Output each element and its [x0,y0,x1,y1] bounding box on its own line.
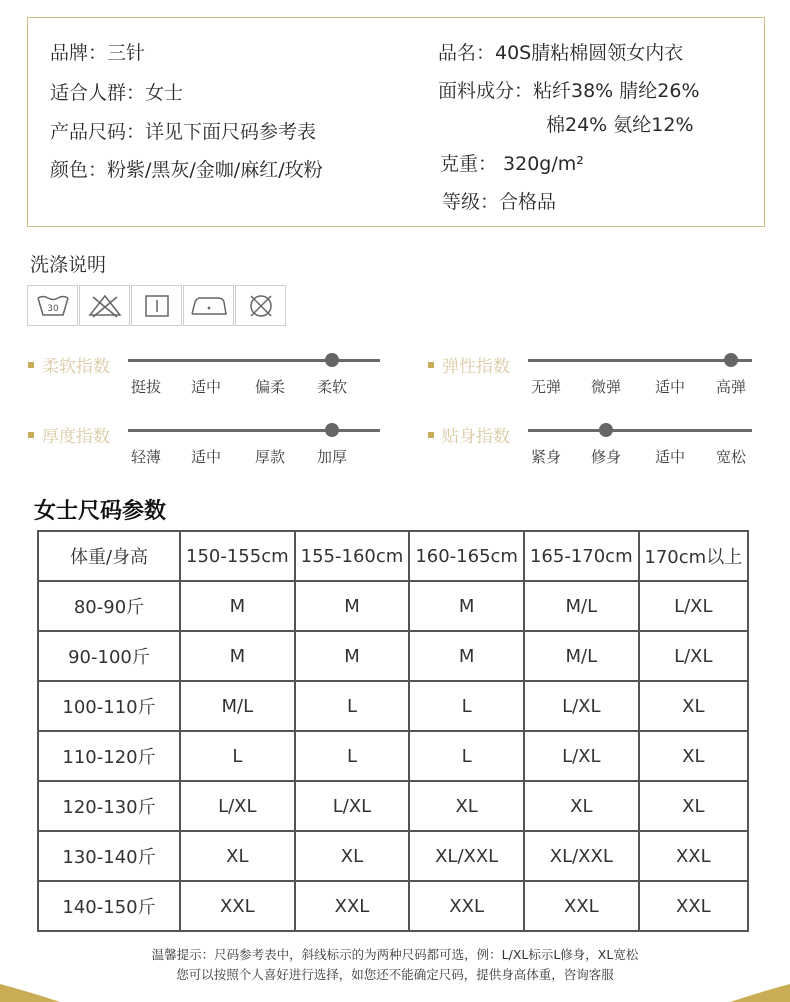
table-header-cell: 165-170cm [524,531,639,581]
size-chart-table [37,530,749,932]
table-cell: L/XL [524,731,639,781]
table-cell: 140-150斤 [38,881,180,931]
thickness-tick: 轻薄 [131,448,162,466]
table-cell: M [409,631,524,681]
thickness-tick: 适中 [191,448,222,466]
flat-dry-icon [131,285,182,326]
corner-decoration-left [0,982,60,1002]
elasticity-tick: 无弹 [531,378,562,396]
table-cell: M [295,631,410,681]
size-text: 产品尺码：详见下面尺码参考表 [50,121,317,143]
table-cell: XL [639,781,748,831]
softness-track [128,359,380,362]
washing-icons [27,285,287,326]
table-cell: M/L [180,681,295,731]
table-cell: XXL [639,881,748,931]
elasticity-tick: 适中 [655,378,686,396]
corner-decoration-right [730,982,790,1002]
fabric-text-2: 棉24% 氨纶12% [546,114,694,136]
softness-tick: 柔软 [317,378,348,396]
table-header-cell: 160-165cm [409,531,524,581]
table-cell: L [409,731,524,781]
svg-text:30: 30 [46,303,59,314]
table-cell: XXL [180,881,295,931]
brand-text: 品牌：三针 [50,42,146,64]
grade-text: 等级：合格品 [442,191,557,213]
table-cell: 130-140斤 [38,831,180,881]
table-cell: L/XL [524,681,639,731]
weight-text: 克重： 320g/m² [440,153,584,175]
table-header-row [38,531,748,581]
fit-knob [599,423,613,437]
product-name-text: 品名：40S腈粘棉圆领女内衣 [438,42,684,64]
fit-tick: 修身 [591,448,622,466]
table-cell: XXL [639,831,748,881]
table-cell: M/L [524,581,639,631]
elasticity-tick: 高弹 [716,378,747,396]
thickness-label: 厚度指数 [28,422,110,447]
fit-track [528,429,752,432]
table-cell: 80-90斤 [38,581,180,631]
table-cell: L/XL [180,781,295,831]
softness-tick: 挺拔 [131,378,162,396]
table-cell: XXL [524,881,639,931]
table-cell: L [180,731,295,781]
no-bleach-icon [79,285,130,326]
table-cell: M [295,581,410,631]
table-cell: L [409,681,524,731]
table-row [38,731,748,781]
fit-tick: 宽松 [716,448,747,466]
table-cell: M [180,581,295,631]
softness-label: 柔软指数 [28,352,110,377]
table-cell: XXL [409,881,524,931]
table-row [38,881,748,931]
table-cell: XL [639,681,748,731]
table-header-cell: 体重/身高 [38,531,180,581]
size-chart-title: 女士尺码参数 [34,499,167,524]
washing-title: 洗涤说明 [30,254,107,276]
iron-low-icon [183,285,234,326]
table-row [38,631,748,681]
table-header-cell: 150-155cm [180,531,295,581]
table-header-cell: 170cm以上 [639,531,748,581]
table-row [38,581,748,631]
table-cell: XL [639,731,748,781]
elasticity-label: 弹性指数 [428,352,510,377]
footer-note-2: 您可以按照个人喜好进行选择，如您还不能确定尺码，提供身高体重，咨询客服 [176,967,614,982]
wash-30-icon [27,285,78,326]
table-cell: 110-120斤 [38,731,180,781]
elasticity-tick: 微弹 [591,378,622,396]
table-cell: XL [180,831,295,881]
table-cell: XL [524,781,639,831]
footer-note-1: 温馨提示：尺码参考表中，斜线标示的为两种尺码都可选，例：L/XL标示L修身，XL宽松 [151,947,639,962]
softness-tick: 偏柔 [255,378,286,396]
table-cell: 120-130斤 [38,781,180,831]
table-cell: XL/XXL [409,831,524,881]
table-cell: XXL [295,881,410,931]
colors-text: 颜色：粉紫/黑灰/金咖/麻红/玫粉 [50,159,323,181]
table-cell: M [409,581,524,631]
table-row [38,831,748,881]
softness-knob [325,353,339,367]
fit-tick: 紧身 [531,448,562,466]
table-cell: 90-100斤 [38,631,180,681]
fit-label: 贴身指数 [428,422,510,447]
fabric-text-1: 面料成分：粘纤38% 腈纶26% [438,80,700,102]
thickness-tick: 加厚 [317,448,348,466]
audience-text: 适合人群：女士 [50,82,184,104]
thickness-track [128,429,380,432]
table-cell: L/XL [639,581,748,631]
fit-tick: 适中 [655,448,686,466]
table-cell: L/XL [295,781,410,831]
thickness-tick: 厚款 [255,448,286,466]
softness-tick: 适中 [191,378,222,396]
table-row [38,781,748,831]
elasticity-track [528,359,752,362]
table-header-cell: 155-160cm [295,531,410,581]
table-cell: M [180,631,295,681]
table-cell: XL/XXL [524,831,639,881]
thickness-knob [325,423,339,437]
no-dry-clean-icon [235,285,286,326]
table-cell: M/L [524,631,639,681]
table-cell: L/XL [639,631,748,681]
elasticity-knob [724,353,738,367]
table-cell: XL [295,831,410,881]
table-cell: L [295,731,410,781]
table-cell: L [295,681,410,731]
table-cell: 100-110斤 [38,681,180,731]
table-row [38,681,748,731]
table-cell: XL [409,781,524,831]
